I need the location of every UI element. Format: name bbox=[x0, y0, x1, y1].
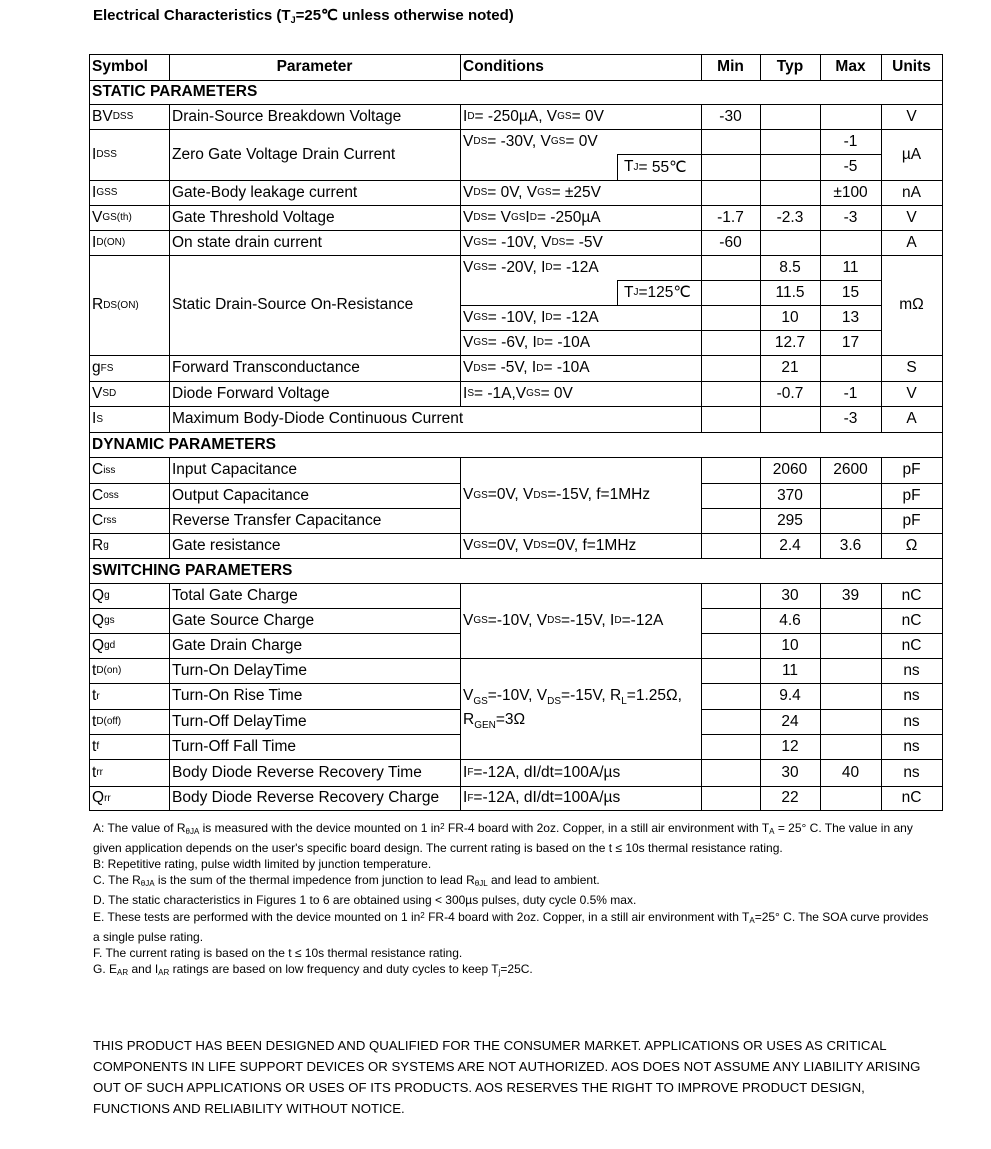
header-max: Max bbox=[835, 58, 866, 75]
symbol-gfs: g FS bbox=[92, 359, 114, 376]
typ-rdson-1: 11.5 bbox=[775, 283, 805, 301]
grid-line bbox=[89, 583, 943, 584]
grid-line bbox=[820, 54, 821, 80]
typ-vsd: -0.7 bbox=[776, 384, 804, 402]
max-idss-1: -1 bbox=[843, 132, 858, 150]
grid-line bbox=[881, 54, 882, 80]
header-min: Min bbox=[717, 58, 744, 75]
units-rdson: mΩ bbox=[899, 296, 924, 313]
grid-line bbox=[169, 104, 170, 432]
typ-tf: 12 bbox=[781, 737, 799, 755]
symbol-idss: I DSS bbox=[92, 145, 117, 163]
parameter-qg: Total Gate Charge bbox=[172, 586, 298, 604]
units-tr: ns bbox=[903, 687, 920, 704]
typ-vgsth: -2.3 bbox=[776, 208, 804, 226]
grid-line bbox=[89, 180, 943, 181]
symbol-tf: t f bbox=[92, 737, 100, 755]
min-bvdss: -30 bbox=[719, 107, 742, 125]
parameter-rg: Gate resistance bbox=[172, 536, 281, 554]
conditions-rdson-0: V GS = -20V, I D = -12A bbox=[463, 258, 599, 276]
grid-line bbox=[89, 355, 943, 356]
parameter-bvdss: Drain-Source Breakdown Voltage bbox=[172, 107, 402, 125]
units-tdoff: ns bbox=[903, 712, 920, 730]
typ-qrr: 22 bbox=[781, 789, 799, 806]
typ-qgs: 4.6 bbox=[779, 611, 801, 629]
grid-line bbox=[701, 280, 882, 281]
grid-line bbox=[89, 709, 461, 710]
max-rdson-1: 15 bbox=[841, 283, 860, 301]
units-tdon: ns bbox=[903, 661, 920, 679]
symbol-qgs: Q gs bbox=[92, 611, 115, 629]
conditions-rg: V GS =0V, V DS =0V, f=1MHz bbox=[463, 536, 637, 554]
header-typ: Typ bbox=[776, 58, 804, 75]
units-rg: Ω bbox=[905, 536, 918, 554]
grid-line bbox=[89, 406, 943, 407]
parameter-trr: Body Diode Reverse Recovery Time bbox=[172, 763, 422, 781]
max-rg: 3.6 bbox=[839, 536, 862, 554]
grid-line bbox=[89, 734, 461, 735]
units-igss: nA bbox=[902, 183, 921, 201]
grid-line bbox=[617, 154, 618, 180]
typ-qg: 30 bbox=[781, 586, 799, 604]
grid-line bbox=[89, 786, 943, 787]
typ-rdson-2: 10 bbox=[781, 308, 799, 326]
units-coss: pF bbox=[902, 486, 921, 504]
section-static: STATIC PARAMETERS bbox=[92, 83, 258, 100]
max-idss-2: -5 bbox=[843, 158, 858, 175]
max-vgsth: -3 bbox=[843, 208, 858, 226]
typ-gfs: 21 bbox=[781, 359, 799, 376]
grid-line bbox=[701, 154, 882, 155]
note-f: F. The current rating is based on the t ≤ 10s thermal resistance rating. bbox=[93, 946, 463, 960]
conditions-rdson-2: V GS = -10V, I D = -12A bbox=[463, 308, 599, 326]
max-qg: 39 bbox=[841, 586, 860, 604]
grid-line bbox=[460, 305, 702, 306]
conditions-qrr: I F =-12A, dI/dt=100A/µs bbox=[463, 789, 621, 806]
section-switching: SWITCHING PARAMETERS bbox=[92, 561, 293, 579]
max-ciss: 2600 bbox=[833, 461, 868, 478]
grid-line bbox=[701, 305, 882, 306]
grid-line bbox=[701, 54, 702, 80]
grid-line bbox=[89, 658, 943, 659]
units-qgd: nC bbox=[901, 636, 922, 654]
grid-line bbox=[89, 558, 943, 559]
parameter-qgd: Gate Drain Charge bbox=[172, 636, 303, 654]
section-dynamic: DYNAMIC PARAMETERS bbox=[92, 435, 276, 453]
conditions-vgsth: V DS = V GS I D = -250µA bbox=[463, 208, 601, 226]
symbol-igss: I GSS bbox=[92, 183, 118, 201]
grid-line bbox=[89, 432, 943, 433]
max-rdson-3: 17 bbox=[841, 333, 860, 351]
parameter-idon: On state drain current bbox=[172, 233, 322, 251]
symbol-tr: t r bbox=[92, 687, 100, 704]
units-trr: ns bbox=[903, 763, 920, 781]
grid-line bbox=[89, 457, 943, 458]
typ-trr: 30 bbox=[781, 763, 799, 781]
grid-line bbox=[701, 330, 882, 331]
max-rdson-0: 11 bbox=[842, 258, 859, 276]
units-idss: µA bbox=[901, 145, 922, 163]
parameter-tdon: Turn-On DelayTime bbox=[172, 661, 307, 679]
grid-line bbox=[617, 280, 702, 281]
note-d: D. The static characteristics in Figures 1 to 6 are obtained using < 300µs pulses, duty cycle 0.5% max. bbox=[93, 893, 637, 907]
min-idon: -60 bbox=[719, 233, 742, 251]
grid-line bbox=[460, 583, 461, 810]
symbol-tdon: t D(on) bbox=[92, 661, 122, 679]
grid-line bbox=[169, 54, 170, 80]
parameter-tdoff: Turn-Off DelayTime bbox=[172, 712, 307, 730]
note-g: G. $E_{AR}$ and $I_{AR}$ ratings are based on low frequency and duty cycles to keep $T_j=25C$. bbox=[93, 962, 533, 977]
max-igss: ±100 bbox=[833, 183, 868, 201]
grid-line bbox=[89, 608, 461, 609]
parameter-tr: Turn-On Rise Time bbox=[172, 687, 303, 704]
conditions-gfs: V DS = -5V, I D = -10A bbox=[463, 359, 590, 376]
grid-line bbox=[89, 483, 461, 484]
typ-qgd: 10 bbox=[781, 636, 799, 654]
units-vsd: V bbox=[906, 384, 917, 402]
grid-line bbox=[820, 583, 821, 810]
grid-line bbox=[89, 129, 943, 130]
grid-line bbox=[89, 104, 943, 105]
symbol-crss: C rss bbox=[92, 511, 117, 529]
units-ciss: pF bbox=[902, 461, 921, 478]
parameter-gfs: Forward Transconductance bbox=[172, 359, 360, 376]
conditions-gate-charge: V GS =-10V, V DS =-15V, I D =-12A bbox=[463, 611, 664, 629]
parameter-qrr: Body Diode Reverse Recovery Charge bbox=[172, 789, 440, 806]
grid-line bbox=[460, 330, 702, 331]
min-vgsth: -1.7 bbox=[717, 208, 744, 226]
parameter-igss: Gate-Body leakage current bbox=[172, 183, 358, 201]
units-is: A bbox=[906, 410, 917, 427]
grid-line bbox=[89, 54, 943, 55]
header-units: Units bbox=[892, 58, 931, 75]
units-gfs: S bbox=[906, 359, 917, 376]
symbol-qg: Q g bbox=[92, 586, 110, 604]
max-vsd: -1 bbox=[843, 384, 858, 402]
grid-line bbox=[89, 683, 461, 684]
conditions-igss: V DS = 0V, V GS = ±25V bbox=[463, 183, 602, 201]
header-conditions: Conditions bbox=[463, 58, 544, 75]
conditions-rdson-tj: T J =125℃ bbox=[624, 283, 691, 301]
parameter-is: Maximum Body-Diode Continuous Current bbox=[172, 410, 464, 427]
grid-line bbox=[89, 205, 943, 206]
symbol-rdson: R DS(ON) bbox=[92, 296, 139, 313]
header-parameter: Parameter bbox=[276, 58, 353, 75]
units-qg: nC bbox=[901, 586, 922, 604]
symbol-qrr: Q rr bbox=[92, 789, 111, 806]
conditions-switching-line2: $R_{GEN}=3\Omega$ bbox=[463, 710, 526, 731]
parameter-vgsth: Gate Threshold Voltage bbox=[172, 208, 335, 226]
grid-line bbox=[89, 80, 943, 81]
grid-line bbox=[89, 810, 943, 811]
conditions-idss-tj: T J = 55℃ bbox=[624, 158, 687, 176]
grid-line bbox=[89, 633, 461, 634]
note-e: E. These tests are performed with the device mounted on 1 $in^2$ FR-4 board with 2oz. Copper, in a still air environment with $T_A=25^\circ$ C. The SOA curve provides a single pulse rating. bbox=[93, 910, 929, 944]
symbol-rg: R g bbox=[92, 536, 109, 554]
units-qgs: nC bbox=[901, 611, 922, 629]
symbol-vsd: V SD bbox=[92, 384, 117, 402]
typ-rdson-0: 8.5 bbox=[779, 258, 801, 276]
conditions-bvdss: I D = -250µA, V GS = 0V bbox=[463, 107, 604, 125]
grid-line bbox=[89, 230, 943, 231]
parameter-ciss: Input Capacitance bbox=[172, 461, 297, 478]
units-bvdss: V bbox=[906, 107, 917, 125]
grid-line bbox=[617, 154, 702, 155]
grid-line bbox=[760, 583, 761, 810]
grid-line bbox=[617, 280, 618, 305]
grid-line bbox=[701, 483, 943, 484]
max-rdson-2: 13 bbox=[841, 308, 860, 326]
typ-coss: 370 bbox=[777, 486, 803, 504]
symbol-ciss: C iss bbox=[92, 461, 116, 478]
typ-crss: 295 bbox=[777, 511, 803, 529]
grid-line bbox=[89, 381, 943, 382]
parameter-vsd: Diode Forward Voltage bbox=[172, 384, 330, 402]
grid-line bbox=[460, 54, 461, 80]
grid-line bbox=[89, 759, 943, 760]
note-b: B: Repetitive rating, pulse width limited by junction temperature. bbox=[93, 857, 432, 871]
conditions-rdson-3: V GS = -6V, I D = -10A bbox=[463, 333, 591, 351]
header-symbol: Symbol bbox=[92, 58, 148, 75]
parameter-tf: Turn-Off Fall Time bbox=[172, 737, 297, 755]
grid-line bbox=[701, 583, 702, 810]
grid-line bbox=[89, 508, 461, 509]
grid-line bbox=[89, 255, 943, 256]
grid-line bbox=[881, 583, 882, 810]
symbol-trr: t rr bbox=[92, 763, 103, 781]
grid-line bbox=[701, 709, 943, 710]
conditions-switching-line1: $V_{GS}=-10V$, $V_{DS}=-15V$, $R_L=1.25\Omega$, bbox=[463, 686, 682, 707]
conditions-switching bbox=[460, 683, 701, 734]
grid-line bbox=[701, 734, 943, 735]
parameter-coss: Output Capacitance bbox=[172, 486, 310, 504]
symbol-bvdss: BV DSS bbox=[92, 107, 134, 125]
parameter-crss: Reverse Transfer Capacitance bbox=[172, 511, 382, 529]
typ-tr: 9.4 bbox=[779, 687, 801, 704]
page-title: Electrical Characteristics ($T_J=25℃$ unless otherwise noted) bbox=[93, 7, 514, 25]
disclaimer: THIS PRODUCT HAS BEEN DESIGNED AND QUALIFIED FOR THE CONSUMER MARKET. APPLICATIONS OR USES AS CRITICAL COMPONENTS IN LIFE SUPPORT DEVICES OR SYSTEMS ARE NOT AUTHORIZED. AOS DOES NOT ASSUME ANY LIABILITY ARISING OUT OF SUCH APPLICATIONS OR USES OF ITS PRODUCTS. AOS RESERVES THE RIGHT TO IMPROVE PRODUCT DESIGN, FUNCTIONS AND RELIABILITY WITHOUT NOTICE. bbox=[93, 1038, 921, 1116]
parameter-qgs: Gate Source Charge bbox=[172, 611, 315, 629]
conditions-capacitance: V GS =0V, V DS =-15V, f=1MHz bbox=[463, 486, 651, 503]
typ-ciss: 2060 bbox=[772, 461, 808, 478]
note-c: C. The $R_{\theta JA}$ is the sum of the thermal impedence from junction to lead $R_{\theta JL}$ and lead to ambient. bbox=[93, 873, 600, 888]
grid-line bbox=[701, 508, 943, 509]
grid-line bbox=[169, 583, 170, 810]
grid-line bbox=[89, 533, 943, 534]
symbol-tdoff: t D(off) bbox=[92, 712, 122, 730]
note-a: A: The value of $R_{\theta JA}$ is measured with the device mounted on 1 $in^2$ FR-4 board with 2oz. Copper, in a still air environment with $T_A = 25^\circ$ C. The value in any given application depends on the user's specific board design. The current rating is based on the t ≤ 10s thermal resistance rating. bbox=[93, 821, 913, 855]
units-qrr: nC bbox=[901, 789, 922, 806]
grid-line bbox=[701, 683, 943, 684]
typ-tdoff: 24 bbox=[781, 712, 799, 730]
parameter-idss: Zero Gate Voltage Drain Current bbox=[172, 145, 396, 163]
conditions-idon: V GS = -10V, V DS = -5V bbox=[463, 233, 603, 251]
conditions-vsd: I S = -1A,V GS = 0V bbox=[463, 384, 573, 402]
symbol-vgsth: V GS(th) bbox=[92, 208, 132, 226]
conditions-trr: I F =-12A, dI/dt=100A/µs bbox=[463, 763, 621, 781]
grid-line bbox=[701, 633, 943, 634]
typ-rdson-3: 12.7 bbox=[774, 333, 806, 351]
grid-line bbox=[701, 608, 943, 609]
footnotes bbox=[93, 819, 933, 981]
units-idon: A bbox=[906, 233, 917, 251]
symbol-coss: C oss bbox=[92, 486, 119, 504]
units-vgsth: V bbox=[906, 208, 917, 226]
symbol-is: I S bbox=[92, 410, 103, 427]
max-trr: 40 bbox=[841, 763, 860, 781]
units-crss: pF bbox=[902, 511, 921, 529]
symbol-idon: I D(ON) bbox=[92, 233, 126, 251]
parameter-rdson: Static Drain-Source On-Resistance bbox=[172, 296, 414, 313]
electrical-characteristics-table bbox=[89, 54, 943, 810]
grid-line bbox=[760, 54, 761, 80]
typ-tdon: 11 bbox=[781, 661, 799, 679]
typ-rg: 2.4 bbox=[779, 536, 801, 554]
units-tf: ns bbox=[903, 737, 920, 755]
symbol-qgd: Q gd bbox=[92, 636, 116, 654]
conditions-idss: V DS = -30V, V GS = 0V bbox=[463, 132, 598, 150]
max-is: -3 bbox=[843, 410, 858, 427]
